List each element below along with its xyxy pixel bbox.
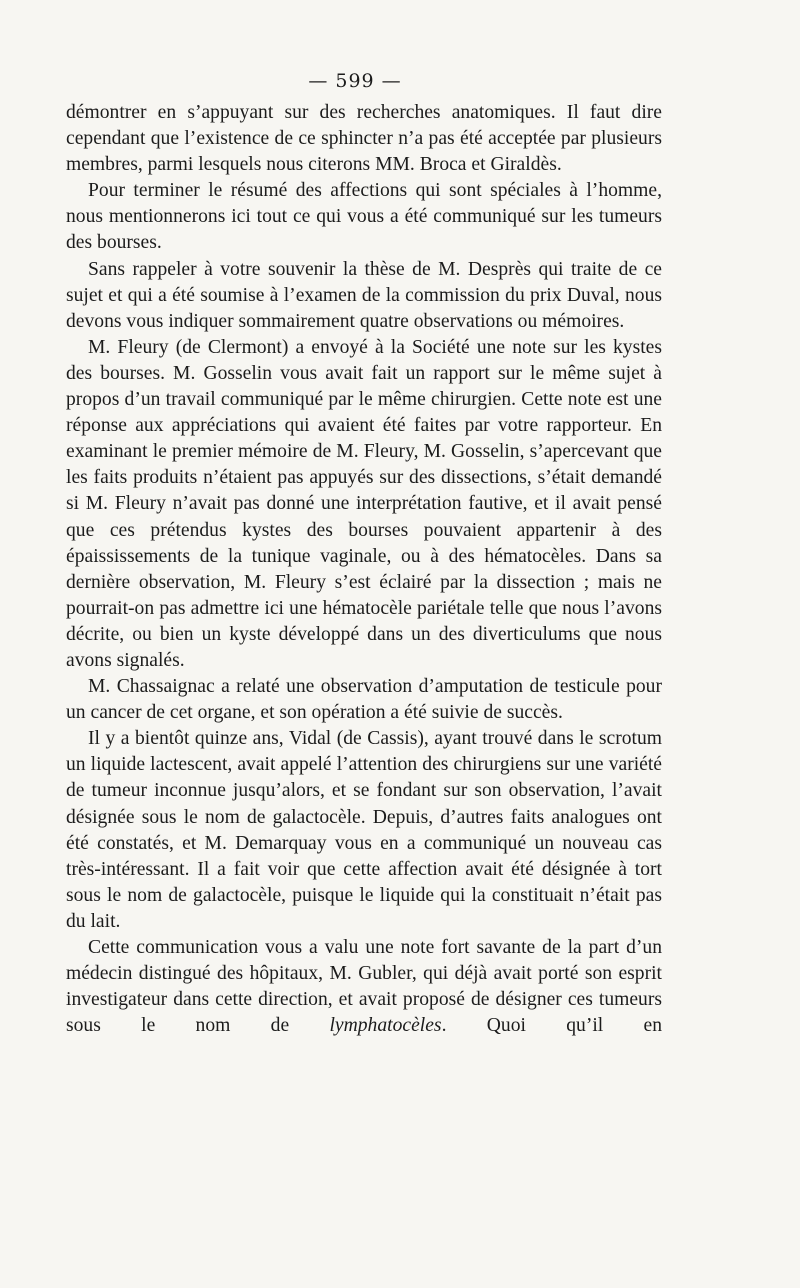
body-text (66, 100, 662, 1039)
paragraph-3: Sans rappeler à votre souvenir la thèse de M. Desprès qui traite de ce sujet et qui a été soumise à l’examen de la commission du prix Duval, nous devons vous indiquer sommairement quatre observations ou mémoires. (66, 258, 662, 332)
paragraph-7-italic-term: lymphatocèles (329, 1015, 442, 1037)
paragraph-5: M. Chassaignac a relaté une observation d’amputation de testicule pour un cancer de cet organe, et son opération a été suivie de succès. (66, 676, 662, 724)
paragraph-7-text-after: . Quoi qu’il en (441, 1015, 663, 1037)
paragraph-1: démontrer en s’appuyant sur des recherches anatomiques. Il faut dire cependant que l’existence de ce sphincter n’a pas été acceptée par plusieurs membres, parmi lesquels nous citerons MM. Broca et Giraldès. (66, 102, 662, 176)
page-number: — 599 — (308, 70, 402, 92)
paragraph-7-text-before: Cette communication vous a valu une note fort savante de la part d’un médecin distingué des hôpitaux, M. Gubler, qui déjà avait porté son esprit investigateur dans cette direction, et avait proposé de désigner ces tumeurs sous le nom de (66, 937, 662, 1037)
paragraph-2: Pour terminer le résumé des affections qui sont spéciales à l’homme, nous mentionnerons ici tout ce qui vous a été communiqué sur les tumeurs des bourses. (66, 180, 662, 254)
paragraph-4: M. Fleury (de Clermont) a envoyé à la Société une note sur les kystes des bourses. M. Gosselin vous avait fait un rapport sur le même sujet à propos d’un travail communiqué par le même chirurgien. Cette note est une réponse aux appréciations qui avaient été faites par votre rapporteur. En examinant le premier mémoire de M. Fleury, M. Gosselin, s’apercevant que les faits produits n’étaient pas appuyés sur des dissections, s’était demandé si M. Fleury n’avait pas donné une interprétation fautive, et il avait pensé que ces prétendus kystes des bourses pouvaient appartenir à des épaississements de la tunique vaginale, ou à des hématocèles. Dans sa dernière observation, M. Fleury s’est éclairé par la dissection ; mais ne pourrait-on pas admettre ici une hématocèle pariétale telle que nous l’avons décrite, ou bien un kyste développé dans un des diverticulums que nous avons signalés. (66, 336, 662, 671)
paragraph-6: Il y a bientôt quinze ans, Vidal (de Cassis), ayant trouvé dans le scrotum un liquide lactescent, avait appelé l’attention des chirurgiens sur une variété de tumeur inconnue jusqu’alors, et se fondant sur son observation, l’avait désignée sous le nom de galactocèle. Depuis, d’autres faits analogues ont été constatés, et M. Demarquay vous en a communiqué un nouveau cas très-intéressant. Il a fait voir que cette affection avait été désignée à tort sous le nom de galactocèle, puisque le liquide qui la constituait n’était pas du lait. (66, 728, 662, 932)
paragraph-7 (66, 935, 662, 1039)
